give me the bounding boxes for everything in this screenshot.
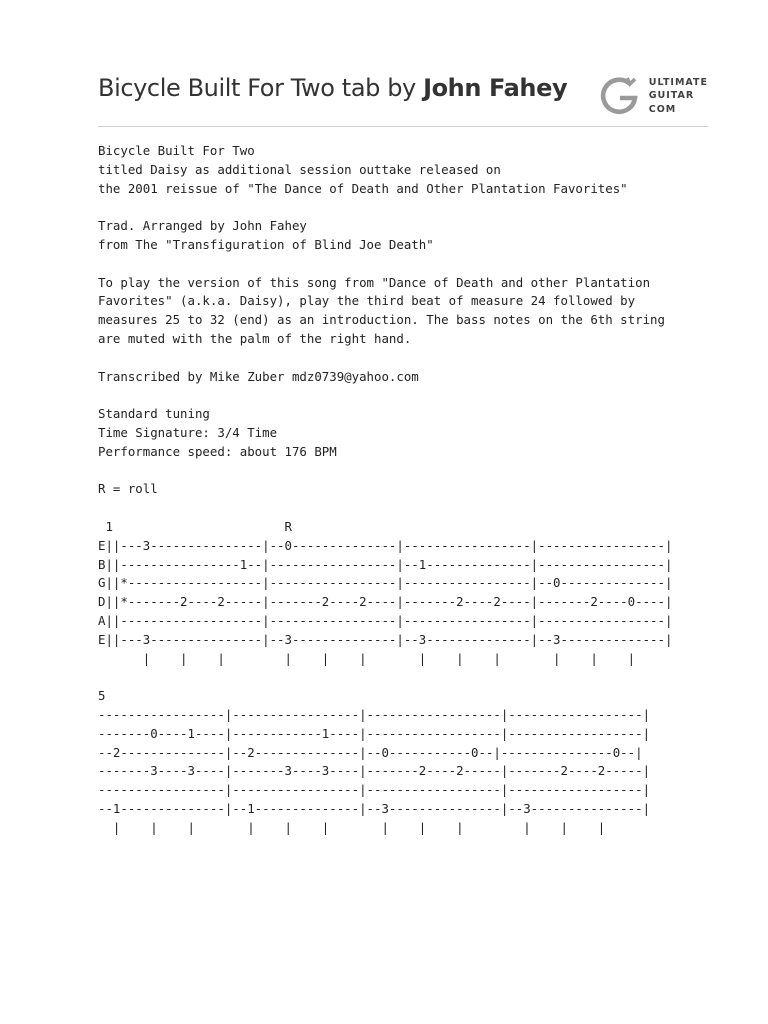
tab-line: Bicycle Built For Two <box>98 143 255 158</box>
tab-line <box>98 255 718 274</box>
tab-line: Time Signature: 3/4 Time <box>98 424 278 440</box>
tab-line: Favorites" (a.k.a. Daisy), play the third beat of measure 24 followed by <box>98 293 636 309</box>
tab-line: G||*------------------|-----------------|-----------------|--0--------------| <box>98 575 673 591</box>
tab-line: -----------------|-----------------|------------------|------------------| <box>98 706 651 722</box>
tab-line: B||----------------1--|-----------------|--1--------------|-----------------| <box>98 556 673 572</box>
tab-line: from The "Transfiguration of Blind Joe Death" <box>98 236 434 252</box>
tab-line: the 2001 reissue of "The Dance of Death and Other Plantation Favorites" <box>98 180 628 196</box>
tab-line: | | | | | | | | | | | | <box>98 819 606 835</box>
tab-line: Trad. Arranged by John Fahey <box>98 218 307 234</box>
tab-line: To play the version of this song from "Dance of Death and other Plantation <box>98 274 651 290</box>
page-title <box>98 74 567 102</box>
tab-line: --1--------------|--1--------------|--3---------------|--3---------------| <box>98 800 651 816</box>
tab-line: -------0----1----|------------1----|------------------|------------------| <box>98 725 651 741</box>
tab-line: are muted with the palm of the right hand. <box>98 330 412 346</box>
ultimate-guitar-logo[interactable] <box>599 74 708 118</box>
tab-line: A||-------------------|-----------------|-----------------|-----------------| <box>98 612 673 628</box>
tab-line: R = roll <box>98 481 158 497</box>
tab-line: 5 <box>98 688 106 704</box>
tab-line <box>98 668 718 687</box>
tab-line <box>98 349 718 368</box>
artist-name[interactable]: John Fahey <box>423 74 568 102</box>
tab-line <box>98 386 718 405</box>
tab-line: --2--------------|--2--------------|--0-----------0--|---------------0--| <box>98 744 643 760</box>
tab-line: E||---3---------------|--0--------------|-----------------|-----------------| <box>98 537 673 553</box>
tab-line <box>98 499 718 518</box>
logo-word-2: GUITAR <box>648 90 695 102</box>
tab-line <box>98 198 718 217</box>
song-title: Bicycle Built For Two <box>98 74 335 102</box>
logo-word-3: COM <box>648 103 677 115</box>
page-header <box>98 0 708 127</box>
tab-page <box>98 0 708 835</box>
tab-line: -------3----3----|-------3----3----|-------2----2-----|-------2----2-----| <box>98 763 651 779</box>
logo-wordmark <box>649 76 708 117</box>
tab-line: Standard tuning <box>98 406 210 422</box>
title-connector: tab by <box>334 74 424 102</box>
tab-line: Performance speed: about 176 BPM <box>98 443 337 459</box>
tab-line <box>98 462 718 481</box>
tab-line: titled Daisy as additional session outtake released on <box>98 161 501 177</box>
tab-line: -----------------|-----------------|------------------|------------------| <box>98 782 651 798</box>
tab-content <box>98 142 718 837</box>
guitar-pick-logo-icon <box>599 74 639 118</box>
tab-line: D||*-------2----2-----|-------2----2----|-------2----2----|-------2----0----| <box>98 594 673 610</box>
tab-line: measures 25 to 32 (end) as an introduction. The bass notes on the 6th string <box>98 312 665 328</box>
tab-line: E||---3---------------|--3--------------|--3--------------|--3--------------| <box>98 631 673 647</box>
tab-line: | | | | | | | | | | | | <box>98 650 636 666</box>
tab-line: 1 R <box>98 518 292 534</box>
logo-word-1: ULTIMATE <box>648 76 708 88</box>
tab-line: Transcribed by Mike Zuber mdz0739@yahoo.com <box>98 368 419 384</box>
